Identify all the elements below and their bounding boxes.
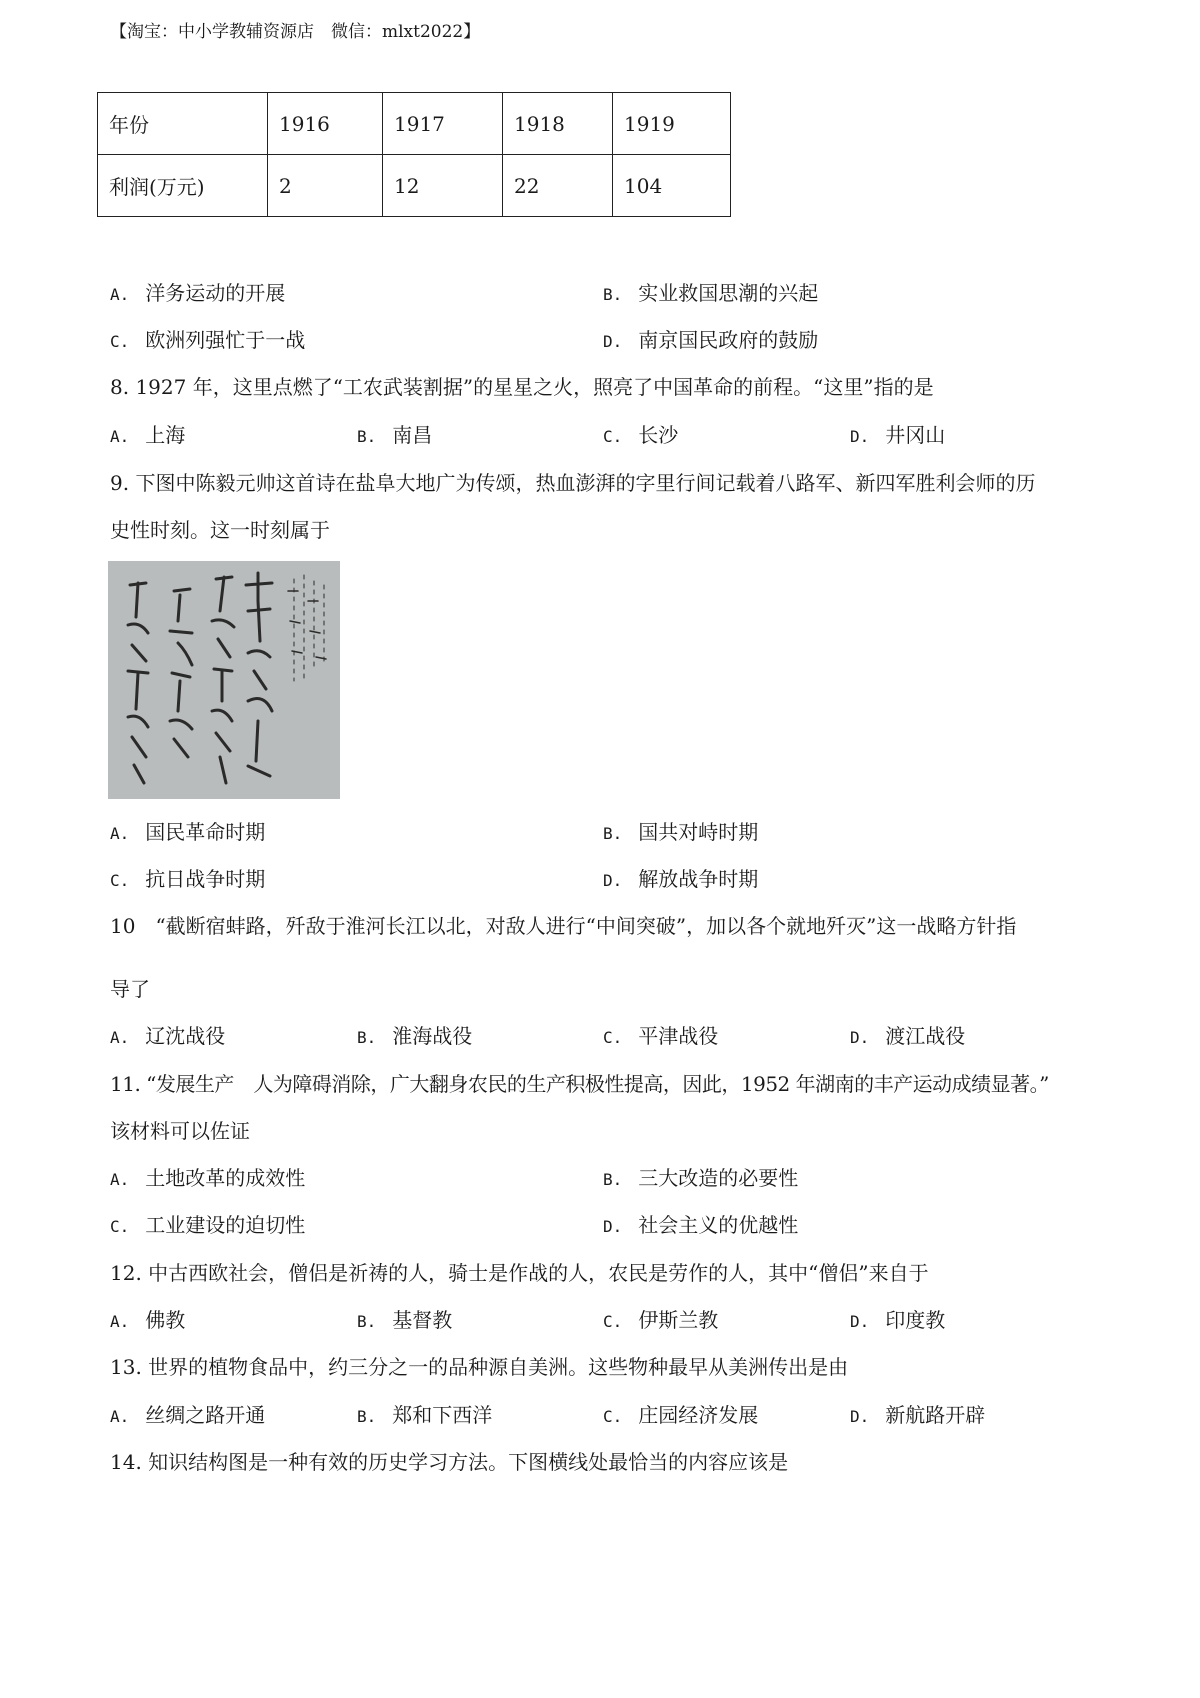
table-cell: 104 [613, 155, 731, 217]
q7-option-c: C. 欧洲列强忙于一战 [110, 328, 306, 352]
calligraphy-strokes-icon [108, 561, 340, 799]
q11-option-b: B. 三大改造的必要性 [603, 1166, 799, 1190]
table-cell: 1917 [383, 93, 503, 155]
q13-option-a: A. 丝绸之路开通 [110, 1403, 266, 1427]
q13-stem: 13. 世界的植物食品中，约三分之一的品种源自美洲。这些物种最早从美洲传出是由 [110, 1355, 849, 1379]
table-row [98, 155, 731, 217]
q11-stem-line-1: 11. “发展生产 人为障碍消除，广大翻身农民的生产积极性提高，因此，1952 年湖南的丰产运动成绩显著。” [110, 1072, 1049, 1096]
calligraphy-image [108, 561, 340, 799]
q11-stem-line-2: 该材料可以佐证 [110, 1119, 250, 1143]
q8-option-c: C. 长沙 [603, 423, 679, 447]
q13-option-c: C. 庄园经济发展 [603, 1403, 759, 1427]
q12-option-c: C. 伊斯兰教 [603, 1308, 719, 1332]
q11-option-c: C. 工业建设的迫切性 [110, 1213, 306, 1237]
q11-option-a: A. 土地改革的成效性 [110, 1166, 306, 1190]
q10-stem-line-1: 10 “截断宿蚌路，歼敌于淮河长江以北，对敌人进行“中间突破”，加以各个就地歼灭”这一战略方针指 [110, 914, 1017, 938]
table-cell: 1916 [268, 93, 383, 155]
table-cell: 年份 [98, 93, 268, 155]
q8-option-d: D. 井冈山 [850, 423, 946, 447]
q10-stem-line-2: 导了 [110, 977, 150, 1001]
page-header-watermark: 【淘宝：中小学教辅资源店 微信：mlxt2022】 [110, 22, 481, 42]
table-cell: 22 [503, 155, 613, 217]
q12-stem: 12. 中古西欧社会，僧侣是祈祷的人，骑士是作战的人，农民是劳作的人，其中“僧侣”来自于 [110, 1261, 929, 1285]
profit-table [97, 92, 731, 217]
q10-option-a: A. 辽沈战役 [110, 1024, 226, 1048]
q7-option-d: D. 南京国民政府的鼓励 [603, 328, 819, 352]
table-cell: 1919 [613, 93, 731, 155]
q13-option-b: B. 郑和下西洋 [357, 1403, 493, 1427]
q8-option-b: B. 南昌 [357, 423, 433, 447]
q10-option-d: D. 渡江战役 [850, 1024, 966, 1048]
table-row [98, 93, 731, 155]
q9-option-d: D. 解放战争时期 [603, 867, 759, 891]
q9-option-b: B. 国共对峙时期 [603, 820, 759, 844]
q12-option-b: B. 基督教 [357, 1308, 453, 1332]
q9-stem-line-2: 史性时刻。这一时刻属于 [110, 518, 330, 542]
q9-option-a: A. 国民革命时期 [110, 820, 266, 844]
q11-option-d: D. 社会主义的优越性 [603, 1213, 799, 1237]
q8-option-a: A. 上海 [110, 423, 186, 447]
q9-stem-line-1: 9. 下图中陈毅元帅这首诗在盐阜大地广为传颂，热血澎湃的字里行间记载着八路军、新四军胜利会师的历 [110, 471, 1036, 495]
q9-option-c: C. 抗日战争时期 [110, 867, 266, 891]
table-cell: 1918 [503, 93, 613, 155]
q14-stem: 14. 知识结构图是一种有效的历史学习方法。下图横线处最恰当的内容应该是 [110, 1450, 789, 1474]
table-cell: 利润(万元) [98, 155, 268, 217]
table-cell: 2 [268, 155, 383, 217]
q13-option-d: D. 新航路开辟 [850, 1403, 986, 1427]
q10-option-b: B. 淮海战役 [357, 1024, 473, 1048]
q12-option-a: A. 佛教 [110, 1308, 186, 1332]
q8-stem: 8. 1927 年，这里点燃了“工农武装割据”的星星之火，照亮了中国革命的前程。“这里”指的是 [110, 375, 934, 399]
q7-option-a: A. 洋务运动的开展 [110, 281, 286, 305]
q7-option-b: B. 实业救国思潮的兴起 [603, 281, 819, 305]
table-cell: 12 [383, 155, 503, 217]
q10-option-c: C. 平津战役 [603, 1024, 719, 1048]
q12-option-d: D. 印度教 [850, 1308, 946, 1332]
